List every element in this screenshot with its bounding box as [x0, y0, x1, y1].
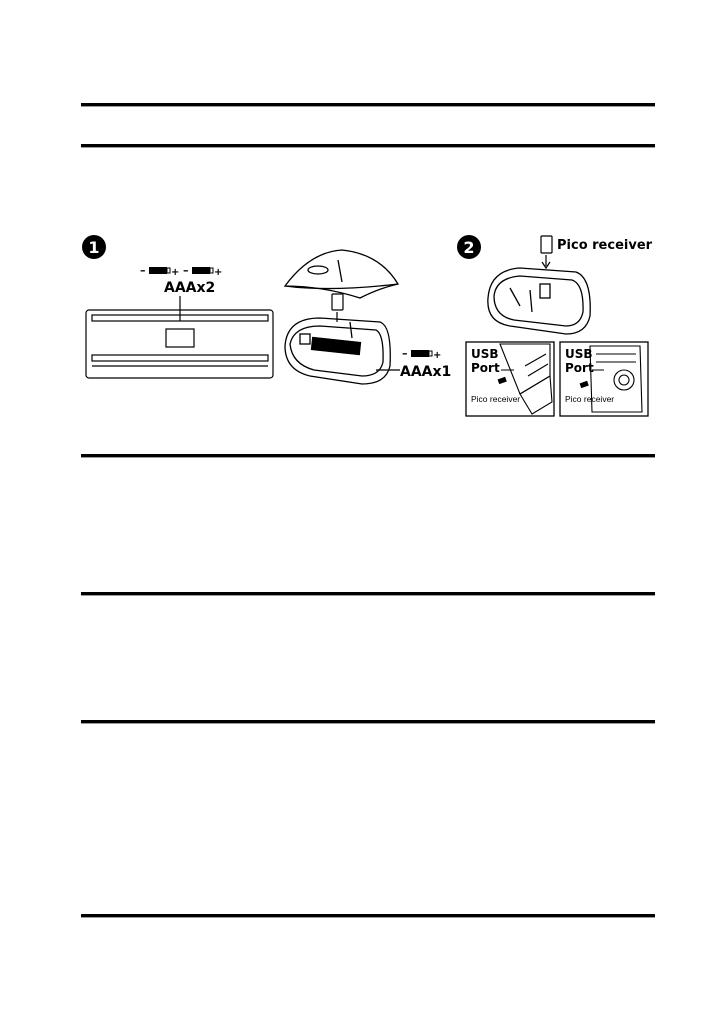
battery-icon: [183, 264, 222, 278]
desktop-usb-illustration: [560, 342, 648, 416]
svg-text:–: –: [183, 264, 189, 277]
section-rule-3: [81, 454, 655, 457]
svg-text:+: +: [214, 267, 223, 278]
section-rule-1: [81, 103, 655, 106]
svg-text:–: –: [402, 347, 408, 360]
desktop-receiver-label: Pico receiver: [565, 394, 615, 404]
laptop-receiver-label: Pico receiver: [471, 394, 521, 404]
section-rule-2: [81, 144, 655, 147]
svg-text:+: +: [171, 267, 180, 278]
step-1-badge: [82, 235, 106, 259]
pico-receiver-icon: [541, 236, 552, 268]
desktop-usb-label-line1: USB: [565, 347, 593, 361]
section-rule-4: [81, 592, 655, 595]
keyboard-battery-label: AAAx2: [164, 280, 216, 296]
battery-icon: [140, 264, 179, 278]
step-1-number: 1: [88, 238, 100, 257]
laptop-usb-illustration: [466, 342, 554, 416]
section-rule-6: [81, 914, 655, 917]
svg-text:–: –: [140, 264, 146, 277]
pico-receiver-icon: [332, 294, 343, 322]
battery-icon: [402, 347, 441, 361]
setup-illustration: [80, 226, 658, 426]
laptop-usb-label-line2: Port: [471, 361, 500, 375]
pico-receiver-label: Pico receiver: [557, 238, 653, 253]
mouse-body-illustration: [488, 268, 590, 334]
desktop-usb-label-line2: Port: [565, 361, 594, 375]
laptop-usb-label-line1: USB: [471, 347, 499, 361]
mouse-battery-label: AAAx1: [400, 364, 452, 380]
section-rule-5: [81, 720, 655, 723]
mouse-cover-illustration: [285, 250, 398, 298]
step-2-number: 2: [463, 238, 475, 257]
mouse-body-illustration: [285, 318, 390, 384]
step-2-badge: [457, 235, 481, 259]
svg-text:+: +: [433, 350, 442, 361]
